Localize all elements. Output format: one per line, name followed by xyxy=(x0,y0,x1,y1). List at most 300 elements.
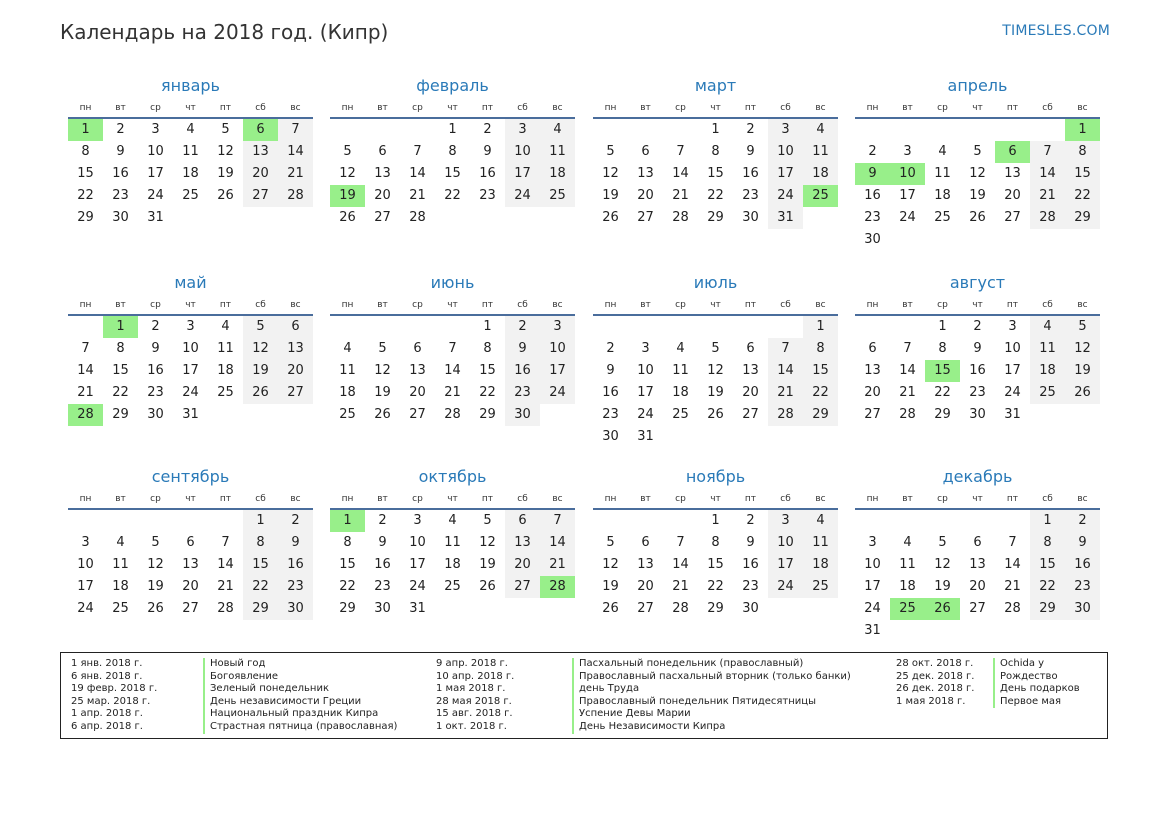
weekday-label: пн xyxy=(866,103,879,113)
holiday-day: 1 xyxy=(103,316,138,338)
day-cell: 28 xyxy=(409,210,426,225)
weekday-label: чт xyxy=(710,103,721,113)
day-cell: 6 xyxy=(378,144,387,159)
weekday-label: чт xyxy=(972,494,983,504)
holiday-day: 28 xyxy=(68,404,103,426)
day-cell: 6 xyxy=(641,535,650,550)
day-cell: 5 xyxy=(1065,316,1100,338)
site-link[interactable]: TIMESLES.COM xyxy=(1002,23,1110,39)
weekday-label: сб xyxy=(1042,494,1053,504)
day-grid xyxy=(68,119,313,229)
weekday-label: пн xyxy=(79,300,92,310)
holiday-day: 10 xyxy=(890,163,925,185)
day-cell: 7 xyxy=(540,510,575,532)
legend-date: 6 янв. 2018 г. xyxy=(71,670,143,682)
day-cell: 28 xyxy=(672,210,689,225)
legend-names xyxy=(572,658,851,734)
day-cell: 10 xyxy=(864,557,881,572)
day-cell: 11 xyxy=(1030,338,1065,360)
weekday-label: сб xyxy=(1042,103,1053,113)
month-10 xyxy=(330,464,575,620)
day-cell: 21 xyxy=(278,163,313,185)
empty-cell xyxy=(768,316,803,338)
day-cell: 3 xyxy=(540,316,575,338)
month-name: октябрь xyxy=(418,467,487,486)
day-cell: 6 xyxy=(505,510,540,532)
day-cell: 11 xyxy=(899,557,916,572)
weekday-label: вт xyxy=(377,494,388,504)
day-cell: 7 xyxy=(81,341,90,356)
day-cell: 12 xyxy=(602,557,619,572)
day-cell: 5 xyxy=(606,144,615,159)
day-cell: 10 xyxy=(1004,341,1021,356)
month-7 xyxy=(593,270,838,448)
empty-cell xyxy=(663,119,698,141)
day-cell: 22 xyxy=(243,576,278,598)
day-cell: 25 xyxy=(444,579,461,594)
day-cell: 24 xyxy=(409,579,426,594)
day-cell: 1 xyxy=(448,122,457,137)
day-cell: 15 xyxy=(339,557,356,572)
day-cell: 17 xyxy=(409,557,426,572)
weekday-label: чт xyxy=(185,300,196,310)
weekday-label: пн xyxy=(604,494,617,504)
day-cell: 7 xyxy=(1030,141,1065,163)
day-cell: 1 xyxy=(803,316,838,338)
weekday-label: пт xyxy=(219,494,232,504)
empty-cell xyxy=(330,119,365,141)
day-cell: 26 xyxy=(217,188,234,203)
day-cell: 15 xyxy=(444,166,461,181)
weekday-label: вт xyxy=(640,300,651,310)
day-cell: 11 xyxy=(803,532,838,554)
day-cell: 2 xyxy=(746,122,755,137)
day-grid xyxy=(593,119,838,229)
empty-cell xyxy=(593,510,628,532)
day-cell: 8 xyxy=(1065,141,1100,163)
day-cell: 30 xyxy=(505,404,540,426)
day-cell: 31 xyxy=(1004,407,1021,422)
day-cell: 8 xyxy=(81,144,90,159)
day-cell: 29 xyxy=(707,601,724,616)
day-cell: 19 xyxy=(479,557,496,572)
day-cell: 8 xyxy=(116,341,125,356)
month-4 xyxy=(855,73,1100,251)
day-cell: 2 xyxy=(868,144,877,159)
empty-cell xyxy=(628,316,663,338)
empty-cell xyxy=(663,316,698,338)
day-cell: 16 xyxy=(742,557,759,572)
day-cell: 26 xyxy=(147,601,164,616)
holiday-legend xyxy=(60,652,1108,739)
day-cell: 2 xyxy=(378,513,387,528)
day-cell: 1 xyxy=(483,319,492,334)
day-cell: 13 xyxy=(374,166,391,181)
day-cell: 25 xyxy=(540,185,575,207)
day-cell: 6 xyxy=(186,535,195,550)
weekday-label: вт xyxy=(902,300,913,310)
day-cell: 30 xyxy=(374,601,391,616)
day-cell: 7 xyxy=(278,119,313,141)
month-8 xyxy=(855,270,1100,426)
day-cell: 29 xyxy=(479,407,496,422)
day-cell: 8 xyxy=(243,532,278,554)
weekday-header xyxy=(68,490,313,508)
day-cell: 29 xyxy=(243,598,278,620)
weekday-label: вс xyxy=(290,494,301,504)
day-cell: 19 xyxy=(374,385,391,400)
day-cell: 9 xyxy=(606,363,615,378)
day-cell: 7 xyxy=(676,144,685,159)
weekday-label: пт xyxy=(481,103,494,113)
day-cell: 3 xyxy=(768,119,803,141)
day-cell: 22 xyxy=(707,188,724,203)
day-cell: 21 xyxy=(899,385,916,400)
legend-holiday-name: Православный пасхальный вторник (только банки) xyxy=(572,671,851,684)
day-cell: 19 xyxy=(602,188,619,203)
weekday-label: ср xyxy=(412,494,423,504)
day-cell: 20 xyxy=(969,579,986,594)
legend-date: 1 мая 2018 г. xyxy=(896,695,966,707)
day-cell: 31 xyxy=(409,601,426,616)
day-cell: 11 xyxy=(444,535,461,550)
day-cell: 21 xyxy=(77,385,94,400)
weekday-label: пн xyxy=(79,494,92,504)
day-cell: 15 xyxy=(112,363,129,378)
day-cell: 10 xyxy=(637,363,654,378)
day-cell: 27 xyxy=(637,601,654,616)
weekday-label: ср xyxy=(937,300,948,310)
day-cell: 19 xyxy=(217,166,234,181)
legend-holiday-name: Национальный праздник Кипра xyxy=(203,708,397,721)
day-cell: 26 xyxy=(1065,382,1100,404)
day-cell: 24 xyxy=(77,601,94,616)
day-cell: 8 xyxy=(938,341,947,356)
month-name: сентябрь xyxy=(151,467,230,486)
day-cell: 26 xyxy=(602,601,619,616)
day-cell: 7 xyxy=(221,535,230,550)
day-cell: 27 xyxy=(374,210,391,225)
day-cell: 18 xyxy=(803,163,838,185)
day-cell: 4 xyxy=(448,513,457,528)
day-cell: 3 xyxy=(768,510,803,532)
empty-cell xyxy=(400,119,435,141)
day-cell: 3 xyxy=(1008,319,1017,334)
day-cell: 9 xyxy=(151,341,160,356)
day-cell: 2 xyxy=(1065,510,1100,532)
day-cell: 11 xyxy=(217,341,234,356)
weekday-label: сб xyxy=(780,494,791,504)
weekday-header xyxy=(68,296,313,314)
day-grid xyxy=(855,316,1100,426)
weekday-label: сб xyxy=(255,103,266,113)
day-grid xyxy=(593,316,838,448)
day-cell: 16 xyxy=(505,360,540,382)
day-cell: 21 xyxy=(768,382,803,404)
weekday-label: сб xyxy=(517,494,528,504)
weekday-label: чт xyxy=(447,494,458,504)
day-cell: 13 xyxy=(742,363,759,378)
weekday-label: пн xyxy=(341,300,354,310)
empty-cell xyxy=(855,119,890,141)
day-cell: 13 xyxy=(864,363,881,378)
day-cell: 27 xyxy=(864,407,881,422)
legend-date: 28 мая 2018 г. xyxy=(436,695,512,707)
day-cell: 3 xyxy=(868,535,877,550)
empty-cell xyxy=(330,316,365,338)
legend-holiday-name: День независимости Греции xyxy=(203,696,397,709)
month-9 xyxy=(68,464,313,620)
day-cell: 16 xyxy=(864,188,881,203)
day-cell: 4 xyxy=(903,535,912,550)
day-cell: 4 xyxy=(221,319,230,334)
weekday-label: пн xyxy=(604,300,617,310)
weekday-label: чт xyxy=(972,300,983,310)
holiday-day: 6 xyxy=(243,119,278,141)
day-cell: 25 xyxy=(672,407,689,422)
day-cell: 15 xyxy=(243,554,278,576)
day-cell: 18 xyxy=(182,166,199,181)
day-cell: 28 xyxy=(1004,601,1021,616)
day-cell: 26 xyxy=(374,407,391,422)
day-cell: 27 xyxy=(1004,210,1021,225)
day-cell: 7 xyxy=(903,341,912,356)
day-cell: 29 xyxy=(707,210,724,225)
day-cell: 22 xyxy=(934,385,951,400)
empty-cell xyxy=(628,510,663,532)
day-cell: 11 xyxy=(540,141,575,163)
day-cell: 16 xyxy=(479,166,496,181)
month-name: июнь xyxy=(430,273,475,292)
day-cell: 18 xyxy=(540,163,575,185)
legend-dates xyxy=(436,658,514,734)
day-cell: 9 xyxy=(378,535,387,550)
empty-cell xyxy=(663,510,698,532)
holiday-day: 19 xyxy=(330,185,365,207)
weekday-header xyxy=(593,99,838,117)
day-cell: 21 xyxy=(1030,185,1065,207)
holiday-day: 25 xyxy=(803,185,838,207)
day-cell: 4 xyxy=(676,341,685,356)
day-cell: 27 xyxy=(505,576,540,598)
weekday-label: пн xyxy=(341,103,354,113)
day-cell: 29 xyxy=(112,407,129,422)
day-cell: 23 xyxy=(602,407,619,422)
day-cell: 2 xyxy=(973,319,982,334)
legend-holiday-name: Новый год xyxy=(203,658,397,671)
weekday-label: пт xyxy=(481,300,494,310)
legend-date: 1 апр. 2018 г. xyxy=(71,708,143,720)
weekday-label: ср xyxy=(150,103,161,113)
empty-cell xyxy=(960,510,995,532)
weekday-label: вт xyxy=(377,103,388,113)
day-cell: 16 xyxy=(742,166,759,181)
day-cell: 22 xyxy=(1065,185,1100,207)
weekday-label: сб xyxy=(517,103,528,113)
weekday-label: вс xyxy=(815,300,826,310)
weekday-label: вс xyxy=(1077,103,1088,113)
day-cell: 7 xyxy=(676,535,685,550)
day-cell: 19 xyxy=(969,188,986,203)
weekday-label: чт xyxy=(185,494,196,504)
day-cell: 22 xyxy=(803,382,838,404)
weekday-label: пт xyxy=(1006,103,1019,113)
day-cell: 18 xyxy=(1030,360,1065,382)
day-cell: 14 xyxy=(540,532,575,554)
month-name: февраль xyxy=(416,76,489,95)
day-cell: 13 xyxy=(969,557,986,572)
day-cell: 10 xyxy=(77,557,94,572)
empty-cell xyxy=(925,510,960,532)
day-cell: 14 xyxy=(899,363,916,378)
empty-cell xyxy=(995,510,1030,532)
weekday-label: пт xyxy=(481,494,494,504)
empty-cell xyxy=(68,316,103,338)
day-grid xyxy=(330,316,575,426)
legend-dates xyxy=(71,658,157,734)
day-cell: 29 xyxy=(934,407,951,422)
day-cell: 10 xyxy=(768,141,803,163)
day-cell: 25 xyxy=(339,407,356,422)
weekday-label: пн xyxy=(79,103,92,113)
empty-cell xyxy=(890,510,925,532)
weekday-label: пт xyxy=(219,300,232,310)
empty-cell xyxy=(925,119,960,141)
day-cell: 3 xyxy=(186,319,195,334)
legend-date: 25 мар. 2018 г. xyxy=(71,695,151,707)
legend-date: 26 дек. 2018 г. xyxy=(896,683,975,695)
day-cell: 14 xyxy=(672,557,689,572)
weekday-label: ср xyxy=(937,494,948,504)
day-cell: 13 xyxy=(278,338,313,360)
weekday-header xyxy=(855,490,1100,508)
day-cell: 14 xyxy=(1004,557,1021,572)
empty-cell xyxy=(68,510,103,532)
weekday-label: вт xyxy=(640,494,651,504)
day-cell: 30 xyxy=(602,429,619,444)
empty-cell xyxy=(593,316,628,338)
day-cell: 25 xyxy=(112,601,129,616)
day-cell: 11 xyxy=(339,363,356,378)
month-11 xyxy=(593,464,838,620)
day-cell: 20 xyxy=(637,188,654,203)
day-grid xyxy=(68,510,313,620)
day-cell: 20 xyxy=(637,579,654,594)
month-6 xyxy=(330,270,575,426)
legend-date: 9 апр. 2018 г. xyxy=(436,658,508,669)
weekday-label: ср xyxy=(150,300,161,310)
day-cell: 1 xyxy=(711,122,720,137)
day-cell: 4 xyxy=(938,144,947,159)
day-cell: 20 xyxy=(278,360,313,382)
month-name: март xyxy=(694,76,737,95)
day-cell: 12 xyxy=(217,144,234,159)
weekday-label: пн xyxy=(341,494,354,504)
empty-cell xyxy=(628,119,663,141)
month-name: май xyxy=(174,273,207,292)
day-cell: 24 xyxy=(637,407,654,422)
day-cell: 14 xyxy=(672,166,689,181)
empty-cell xyxy=(400,316,435,338)
day-cell: 12 xyxy=(707,363,724,378)
day-cell: 23 xyxy=(742,579,759,594)
legend-holiday-name: Православный понедельник Пятидесятницы xyxy=(572,696,851,709)
weekday-label: пт xyxy=(1006,300,1019,310)
weekday-label: вс xyxy=(552,103,563,113)
day-cell: 26 xyxy=(602,210,619,225)
day-cell: 14 xyxy=(217,557,234,572)
day-cell: 28 xyxy=(217,601,234,616)
day-cell: 1 xyxy=(711,513,720,528)
legend-holiday-name: Зеленый понедельник xyxy=(203,683,397,696)
weekday-label: чт xyxy=(710,300,721,310)
day-cell: 19 xyxy=(1065,360,1100,382)
day-cell: 13 xyxy=(637,166,654,181)
day-cell: 8 xyxy=(1030,532,1065,554)
day-cell: 18 xyxy=(444,557,461,572)
day-cell: 28 xyxy=(672,601,689,616)
day-cell: 16 xyxy=(602,385,619,400)
day-cell: 12 xyxy=(969,166,986,181)
empty-cell xyxy=(138,510,173,532)
day-cell: 18 xyxy=(899,579,916,594)
day-cell: 16 xyxy=(1065,554,1100,576)
month-2 xyxy=(330,73,575,229)
weekday-label: чт xyxy=(447,103,458,113)
day-cell: 5 xyxy=(243,316,278,338)
day-cell: 5 xyxy=(606,535,615,550)
weekday-label: ср xyxy=(937,103,948,113)
weekday-label: сб xyxy=(255,300,266,310)
day-cell: 31 xyxy=(864,623,881,638)
day-cell: 11 xyxy=(112,557,129,572)
day-cell: 26 xyxy=(243,382,278,404)
holiday-day: 1 xyxy=(1065,119,1100,141)
weekday-label: сб xyxy=(255,494,266,504)
day-cell: 30 xyxy=(147,407,164,422)
month-name: декабрь xyxy=(942,467,1013,486)
weekday-label: ср xyxy=(412,103,423,113)
day-cell: 27 xyxy=(969,601,986,616)
day-cell: 23 xyxy=(112,188,129,203)
day-cell: 21 xyxy=(409,188,426,203)
weekday-label: вс xyxy=(1077,494,1088,504)
weekday-label: пт xyxy=(744,494,757,504)
day-cell: 2 xyxy=(116,122,125,137)
day-cell: 24 xyxy=(505,185,540,207)
day-cell: 21 xyxy=(672,188,689,203)
weekday-label: вс xyxy=(290,300,301,310)
day-cell: 19 xyxy=(934,579,951,594)
weekday-label: сб xyxy=(780,300,791,310)
day-cell: 20 xyxy=(1004,188,1021,203)
day-cell: 12 xyxy=(1065,338,1100,360)
day-cell: 16 xyxy=(969,363,986,378)
day-cell: 18 xyxy=(803,554,838,576)
legend-date: 19 февр. 2018 г. xyxy=(71,683,158,695)
legend-date: 15 авг. 2018 г. xyxy=(436,708,513,720)
month-12 xyxy=(855,464,1100,642)
day-cell: 2 xyxy=(278,510,313,532)
day-cell: 2 xyxy=(505,316,540,338)
day-cell: 14 xyxy=(1030,163,1065,185)
day-cell: 28 xyxy=(444,407,461,422)
day-cell: 6 xyxy=(973,535,982,550)
day-cell: 23 xyxy=(374,579,391,594)
holiday-day: 1 xyxy=(68,119,103,141)
day-cell: 30 xyxy=(278,598,313,620)
day-grid xyxy=(855,510,1100,642)
